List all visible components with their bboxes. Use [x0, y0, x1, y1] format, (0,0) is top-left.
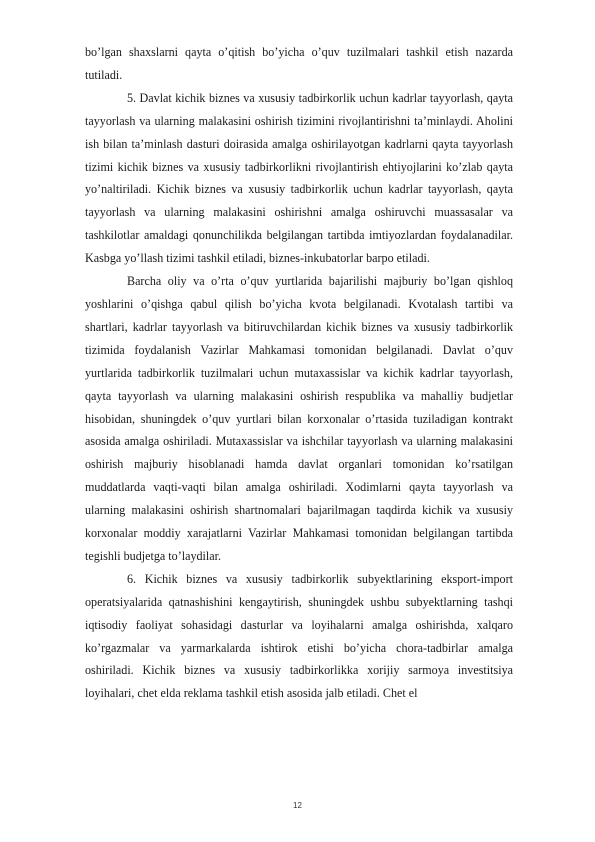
document-page	[85, 41, 513, 705]
paragraph-item-6: 6. Kichik biznes va xususiy tadbirkorlik subyektlarining eksport-import operatsiyalarida qatnashishini kengaytirish, shuningdek ushbu subyektlarning tashqi iqtisodiy faoliyat sohasidagi dasturlar va loyihalarni amalga oshirishda, xalqaro ko’rgazmalar va yarmarkalarda ishtirok etishi bo’yicha chora-tadbirlar amalga oshiriladi. Kichik biznes va xususiy tadbirkorlikka xorijiy sarmoya investitsiya loyihalari, chet elda reklama tashkil etish asosida jalb etiladi. Chet el	[85, 571, 513, 701]
paragraph-item-5: 5. Davlat kichik biznes va xususiy tadbirkorlik uchun kadrlar tayyorlash, qayta tayyorlash va ularning malakasini oshirish tizimini rivojlantirishni ta’minlaydi. Aholini ish bilan ta’minlash dasturi doirasida amalga oshirilayotgan kadrlarni qayta tayyorlash tizimi kichik biznes va xususiy tadbirkorlikni rivojlantirish ehtiyojlarini ko’zlab qayta yo’naltiriladi. Kichik biznes va xususiy tadbirkorlik uchun kadrlar tayyorlash, qayta tayyorlash va ularning malakasini oshirishni amalga oshiruvchi muassasalar va tashkilotlar amaldagi qonunchilikda belgilangan tartibda imtiyozlardan foydalanadilar. Kasbga yo’llash tizimi tashkil etiladi, biznes-inkubatorlar barpo etiladi.	[85, 90, 513, 266]
paragraph-quota: Barcha oliy va o’rta o’quv yurtlarida bajarilishi majburiy bo’lgan qishloq yoshlarini o’qishga qabul qilish bo’yicha kvota belgilanadi. Kvotalash tartibi va shartlari, kadrlar tayyorlash va bitiruvchilardan kichik biznes va xususiy tadbirkorlik tizimida foydalanish Vazirlar Mahkamasi tomonidan belgilanadi. Davlat o’quv yurtlarida tadbirkorlik tuzilmalari uchun mutaxassislar va kichik kadrlar tayyorlash, qayta tayyorlash va ularning malakasini oshirish respublika va mahalliy budjetlar hisobidan, shuningdek o’quv yurtlari bilan korxonalar o’rtasida tuziladigan kontrakt asosida amalga oshiriladi. Mutaxassislar va ishchilar tayyorlash va ularning malakasini oshirish majburiy hisoblanadi hamda davlat organlari tomonidan ko’rsatilgan muddatlarda vaqti-vaqti bilan amalga oshiriladi. Xodimlarni qayta tayyorlash va ularning malakasini oshirish shartnomalari bajarilmagan taqdirda kichik va xususiy korxonalar moddiy xarajatlarni Vazirlar Mahkamasi tomonidan belgilangan tartibda tegishli budjetga to’laydilar.	[85, 274, 513, 563]
paragraph-continuation: bo’lgan shaxslarni qayta o’qitish bo’yicha o’quv tuzilmalari tashkil etish nazarda tutiladi.	[85, 45, 513, 82]
page-number: 12	[293, 801, 302, 810]
